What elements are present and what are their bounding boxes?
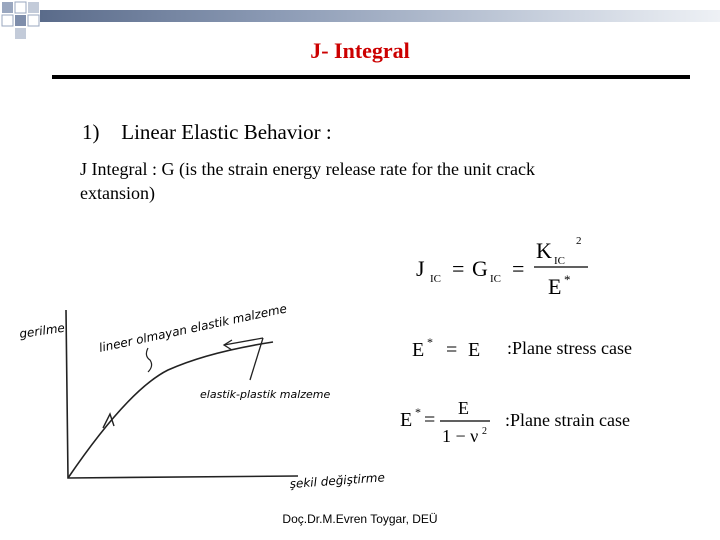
plane-stress-label: :Plane stress case — [507, 338, 632, 358]
svg-text:=: = — [424, 409, 436, 431]
curve-arrow — [103, 414, 114, 428]
title-underline — [52, 75, 690, 79]
svg-text:G: G — [472, 256, 488, 281]
svg-text:*: * — [415, 405, 421, 419]
equation-j-g-k — [412, 232, 602, 302]
linear-label: lineer olmayan elastik malzeme — [97, 301, 289, 355]
svg-text:=: = — [452, 256, 465, 281]
svg-text:*: * — [564, 272, 571, 287]
svg-text:=: = — [512, 256, 525, 281]
svg-text:E: E — [400, 409, 413, 431]
equation-plane-stress — [410, 334, 500, 364]
body-text — [80, 157, 640, 205]
svg-text:IC: IC — [490, 273, 501, 285]
plastic-label: elastik-plastik malzeme — [200, 388, 331, 401]
svg-text:IC: IC — [430, 273, 441, 285]
pointer-squiggle — [146, 348, 151, 372]
x-axis-label: şekil değiştirme — [289, 470, 386, 491]
svg-text:K: K — [536, 238, 552, 263]
svg-text:J: J — [416, 256, 425, 281]
header-decoration — [0, 0, 720, 32]
stress-strain-curve — [68, 342, 273, 478]
footer-author: Doç.Dr.M.Evren Toygar, DEÜ — [282, 512, 438, 526]
item-text: Linear Elastic Behavior : — [121, 120, 332, 144]
equation-plane-strain — [398, 396, 503, 452]
svg-text:IC: IC — [554, 255, 565, 267]
list-item — [82, 120, 332, 145]
y-axis-label: gerilme — [18, 320, 66, 341]
arrow-head — [224, 340, 232, 350]
svg-text:E: E — [412, 339, 425, 361]
svg-text:=: = — [446, 339, 458, 361]
svg-text:2: 2 — [576, 235, 582, 247]
svg-text:1 − ν: 1 − ν — [442, 426, 479, 446]
svg-text:2: 2 — [482, 426, 487, 437]
slide-title: J- Integral — [310, 38, 410, 63]
body-line-2: extansion) — [80, 183, 155, 203]
svg-text:E: E — [548, 274, 562, 299]
svg-text:E: E — [458, 398, 469, 418]
svg-text:*: * — [427, 335, 433, 349]
stress-strain-sketch — [18, 290, 398, 500]
svg-text:E: E — [468, 339, 481, 361]
item-number: 1) — [82, 120, 100, 144]
header-gradient-bar — [40, 10, 720, 22]
body-line-1: J Integral : G (is the strain energy release rate for the unit crack — [80, 159, 535, 179]
plane-strain-label: :Plane strain case — [505, 410, 630, 430]
